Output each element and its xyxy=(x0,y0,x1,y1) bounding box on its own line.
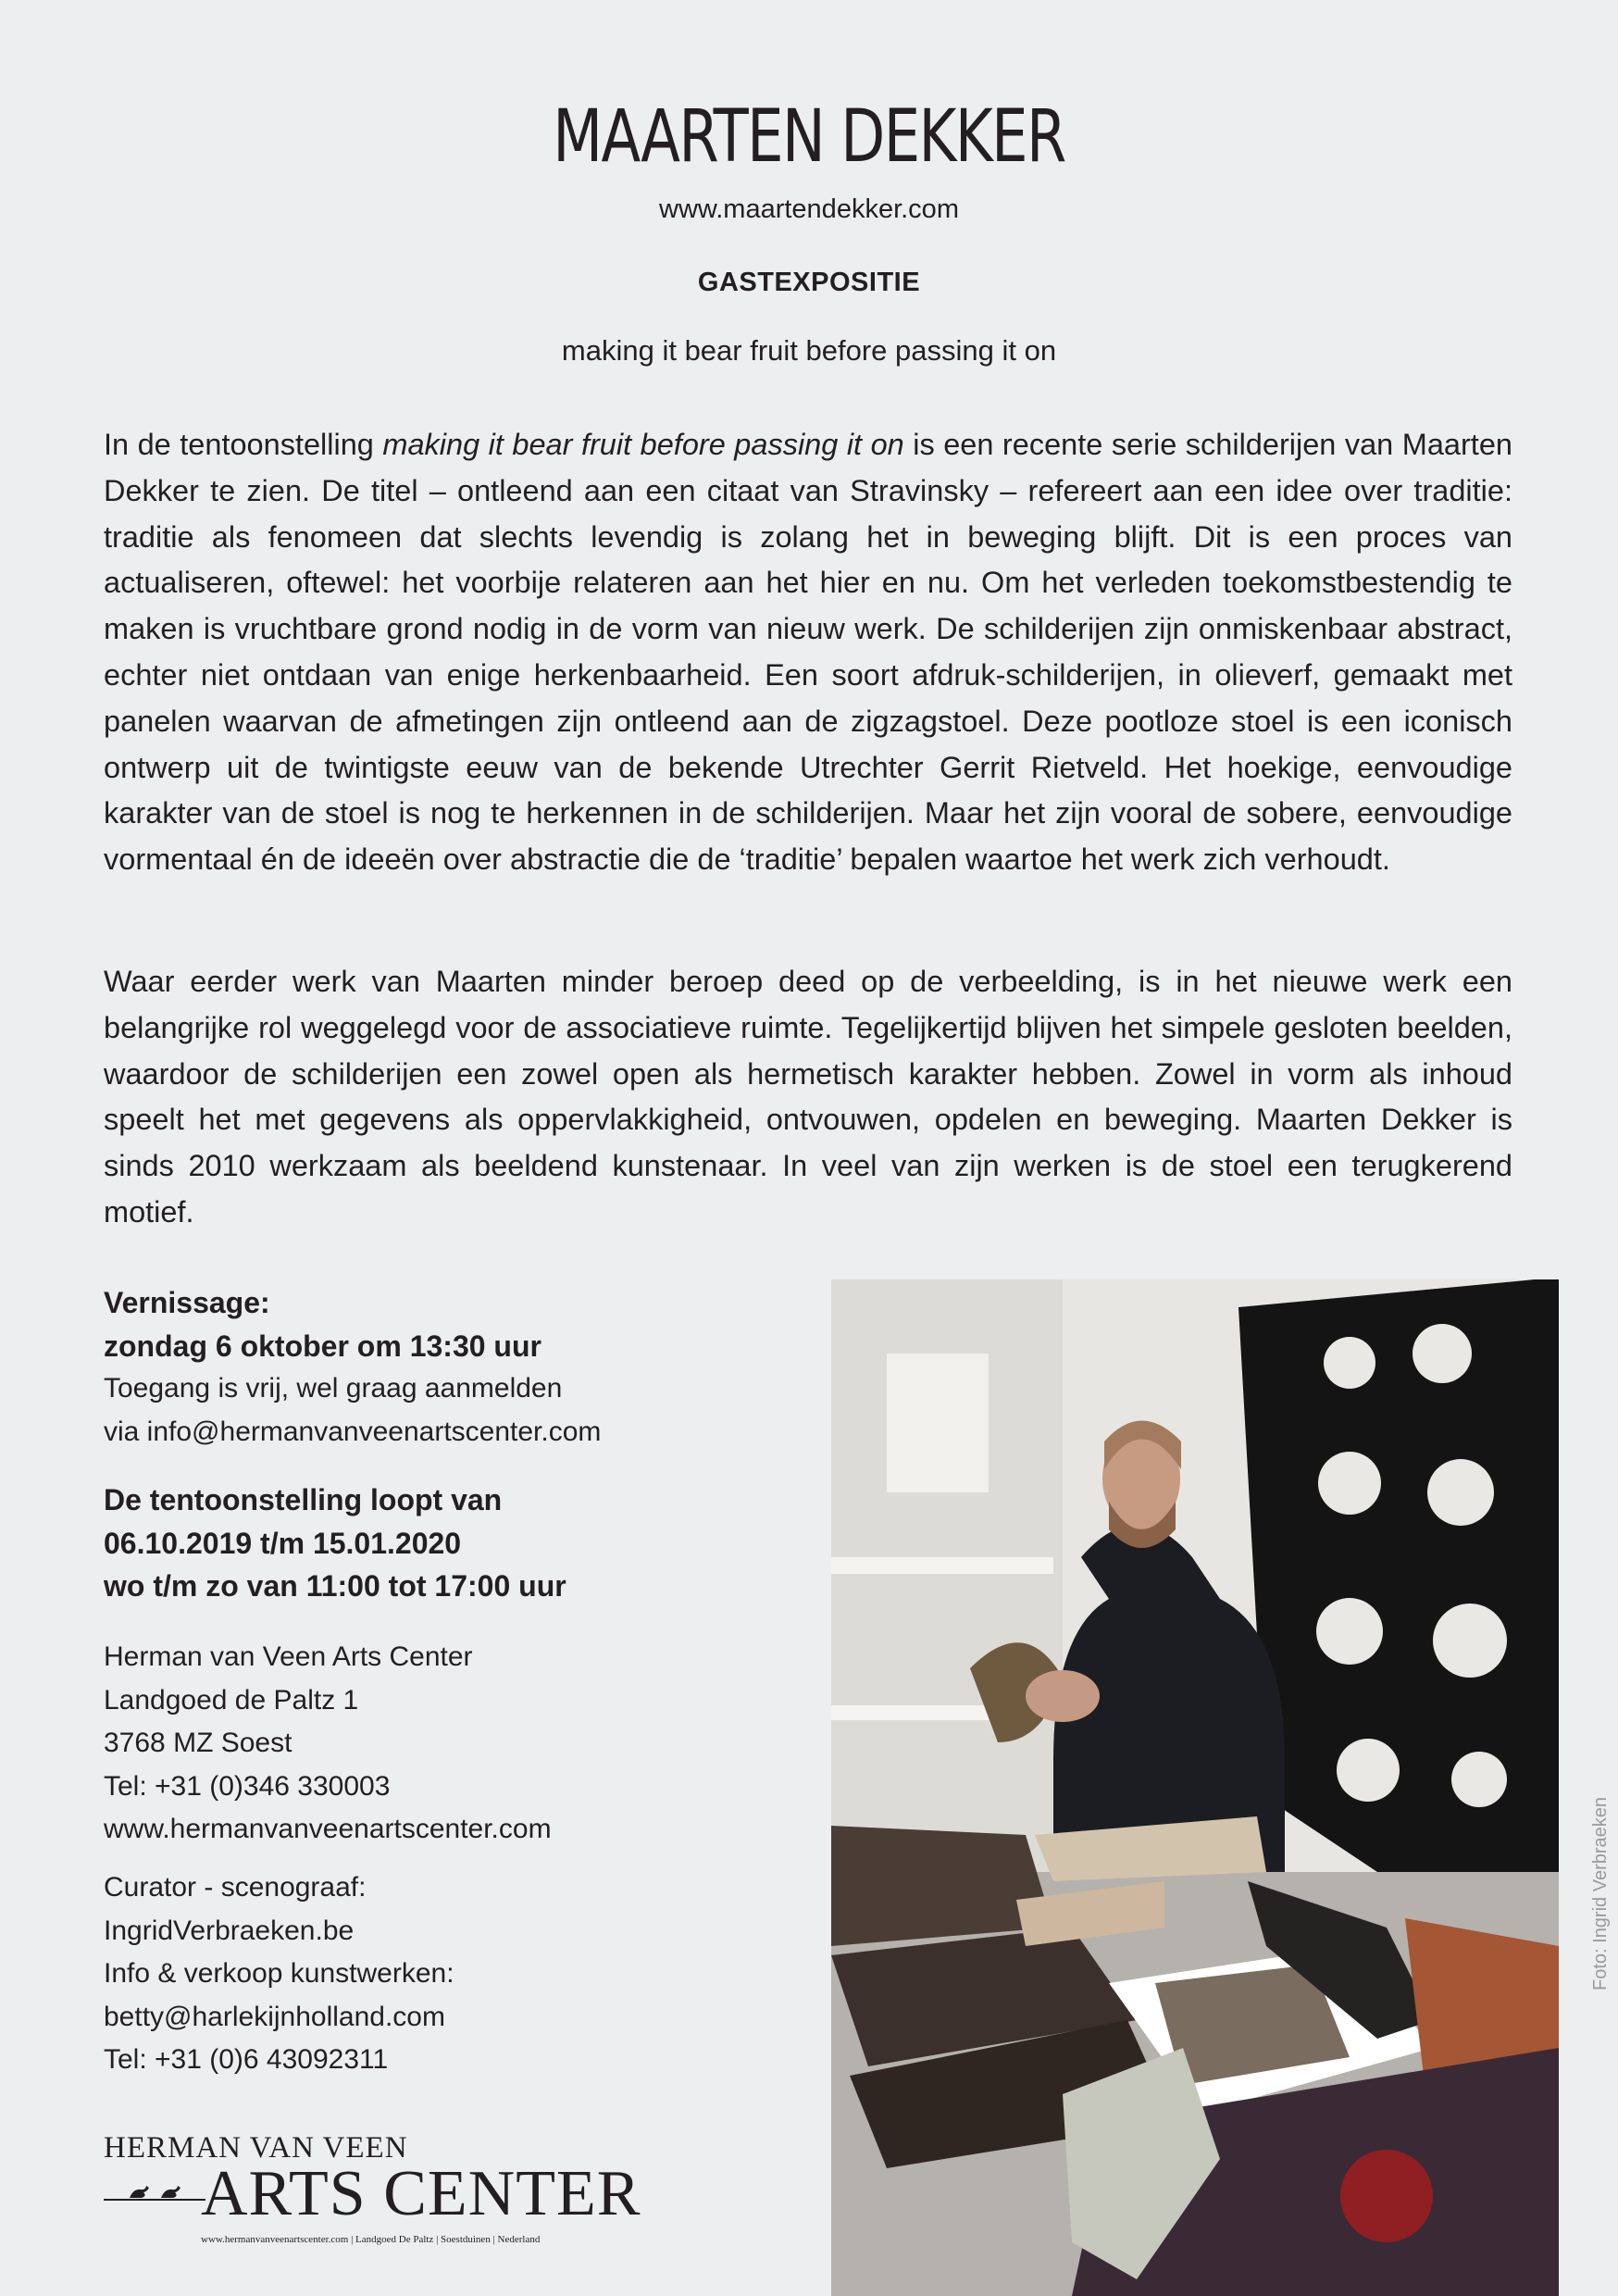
intro-text-rest: is een recente serie schilderijen van Maarten Dekker te zien. De titel – ontleend aan een citaat van Stravinsky – refereert aan een idee over traditie: traditie als fenomeen dat slechts levendig is zolang het in beweging blijft. Dit is een proces van actualiseren, oftewel: het voorbije relateren aan het hier en nu. Om het verleden toekomstbestendig te maken is vruchtbare grond nodig in de vorm van nieuw werk. De schilderijen zijn onmiskenbaar abstract, echter niet ontdaan van enige herkenbaarheid. Een soort afdruk-schilderijen, in olieverf, gemaakt met panelen waarvan de afmetingen zijn ontleend aan de zigzagstoel. Deze pootloze stoel is een iconisch ontwerp uit de twintigste eeuw van de bekende Utrechter Gerrit Rietveld. Het hoekige, eenvoudige karakter van de stoel is nog te herkennen in de schilderijen. Maar het zijn vooral de sobere, eenvoudige vormentaal én de ideeën over abstractie die de ‘traditie’ bepalen waartoe het werk zich verhoudt. xyxy=(104,428,1512,877)
venue-phone[interactable]: Tel: +31 (0)346 330003 xyxy=(104,1770,391,1802)
vernissage-date: zondag 6 oktober om 13:30 uur xyxy=(104,1329,541,1363)
vernissage-block xyxy=(104,1281,807,1454)
runs-block xyxy=(104,1479,807,1608)
exhibition-label: GASTEXPOSITIE xyxy=(697,268,921,297)
artist-studio-photo xyxy=(831,1279,1559,2296)
intro-paragraph xyxy=(104,422,1512,883)
logo-footer-text: www.hermanvanveenartscenter.com | Landgoed De Paltz | Soestduinen | Nederland xyxy=(201,2234,541,2245)
venue-street: Landgoed de Paltz 1 xyxy=(104,1684,359,1716)
exhibition-subtitle: making it bear fruit before passing it on xyxy=(561,334,1057,367)
intro-title-italic: making it bear fruit before passing it on xyxy=(382,428,904,461)
runs-heading: De tentoonstelling loopt van xyxy=(104,1483,503,1516)
arts-center-logo xyxy=(104,2129,659,2250)
birds-icon xyxy=(104,2174,205,2202)
curator-link[interactable]: IngridVerbraeken.be xyxy=(104,1915,355,1946)
intro-text-start: In de tentoonstelling xyxy=(104,428,383,461)
logo-main-text: ARTS CENTER xyxy=(201,2158,641,2229)
photo-credit: Foto: Ingrid Verbraeken xyxy=(1590,1796,1611,1990)
venue-city: 3768 MZ Soest xyxy=(104,1728,292,1758)
sales-email[interactable]: betty@harlekijnholland.com xyxy=(104,2001,445,2032)
sales-label: Info & verkoop kunstwerken: xyxy=(104,1958,454,1989)
sales-phone[interactable]: Tel: +31 (0)6 43092311 xyxy=(104,2044,389,2075)
vernissage-heading: Vernissage: xyxy=(104,1286,270,1319)
runs-dates: 06.10.2019 t/m 15.01.2020 xyxy=(104,1526,462,1560)
studio-photo-image xyxy=(831,1279,1559,2296)
logo-top-text: HERMAN VAN VEEN xyxy=(104,2131,408,2165)
contacts-block xyxy=(104,1866,807,2082)
venue-name: Herman van Veen Arts Center xyxy=(104,1641,473,1672)
second-paragraph: Waar eerder werk van Maarten minder beroep deed op de verbeelding, is in het nieuwe werk een belangrijke rol weggelegd voor de associatieve ruimte. Tegelijkertijd blijven het simpele gesloten beelden, waardoor de schilderijen een zowel open als hermetisch karakter hebben. Zowel in vorm als inhoud speelt het met gegevens als oppervlakkigheid, ontvouwen, opdelen en beweging. Maarten Dekker is sinds 2010 werkzaam als beeldend kunstenaar. In veel van zijn werken is de stoel een terugkerend motief. xyxy=(104,965,1512,1229)
artist-website[interactable]: www.maartendekker.com xyxy=(659,194,959,224)
curator-label: Curator - scenograaf: xyxy=(104,1872,367,1903)
runs-hours: wo t/m zo van 11:00 tot 17:00 uur xyxy=(104,1569,566,1603)
access-note: Toegang is vrij, wel graag aanmelden xyxy=(104,1373,563,1404)
access-email[interactable]: via info@hermanvanveenartscenter.com xyxy=(104,1416,602,1447)
artist-name: MAARTEN DEKKER xyxy=(553,95,1065,179)
venue-website[interactable]: www.hermanvanveenartscenter.com xyxy=(104,1814,552,1844)
venue-block xyxy=(104,1636,807,1852)
